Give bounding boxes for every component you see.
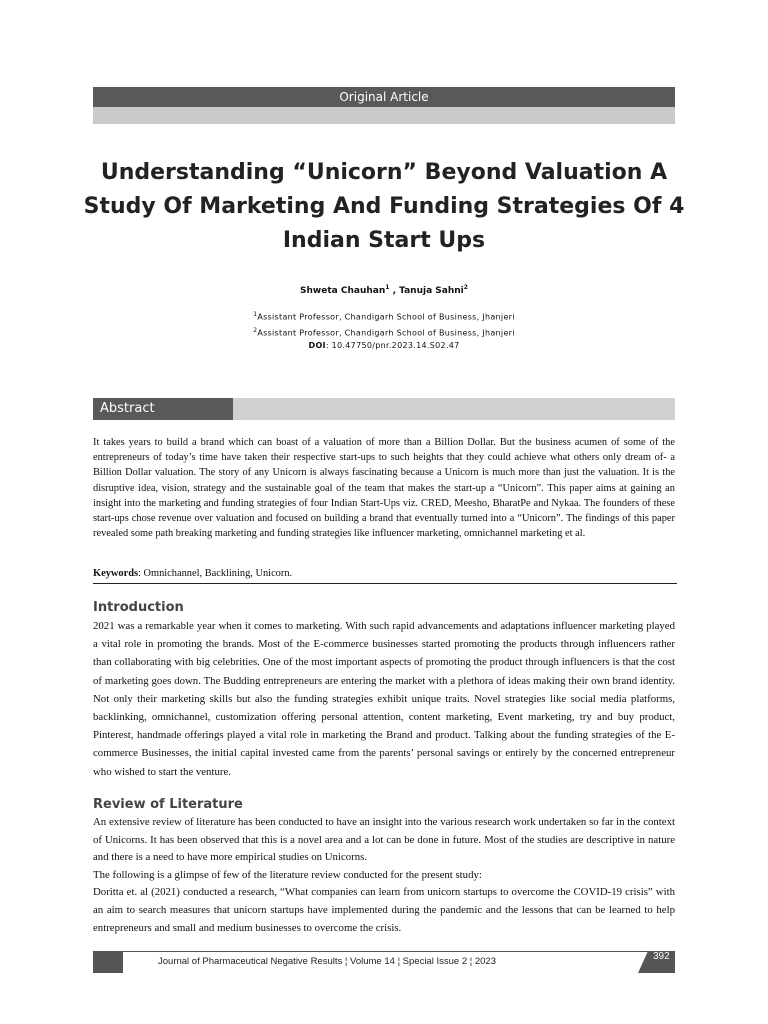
abstract-text: It takes years to build a brand which can boast of a valuation of more than a Billion Dollar. But the business acumen of some of the entrepreneurs of today’s time have taken their respective start-ups to such heights that they could achieve what others only dream of- a Billion Dollar valuation. The story of any Unicorn is always fascinating because a Unicorn is much more than just the valuation. It is the disruptive idea, vision, strategy and the sustainable goal of the team that makes the start-up a “Unicorn”. This paper aims at gaining an insight into the marketing and funding strategies of four Indian Start-Ups viz. CRED, Meesho, BharatPe and Nykaa. The founders of these start-ups chose revenue over valuation and focused on building a brand that eventually turned into a “Unicorn”. The findings of this paper revealed some path breaking marketing and funding strategies like influencer marketing, omnichannel marketing et al. (93, 437, 675, 540)
banner-underline (93, 107, 675, 124)
doi-line (0, 339, 768, 352)
review-paragraph: Doritta et. al (2021) conducted a research, “What companies can learn from unicorn startups to overcome the COVID-19 crisis” with an aim to search measures that unicorn startups have implemented during the pandemic and the lessons that can be learned to help entrepreneurs and small and medium businesses to overcome the crisis. (93, 886, 675, 934)
keywords-value: : Omnichannel, Backlining, Unicorn. (138, 568, 293, 579)
review-paragraph: The following is a glimpse of few of the literature review conducted for the present study: (93, 868, 482, 881)
abstract-heading: Abstract (93, 398, 233, 420)
author-1: Shweta Chauhan (300, 286, 386, 296)
paper-title: Understanding “Unicorn” Beyond Valuation A Study Of Marketing And Funding Strategies Of 4 Indian Start Ups (83, 160, 685, 253)
affiliation-2-text: Assistant Professor, Chandigarh School of Business, Jhanjeri (257, 328, 515, 338)
section-divider (93, 583, 677, 584)
footer-journal: Journal of Pharmaceutical Negative Results ¦ Volume 14 ¦ Special Issue 2 ¦ 2023 (158, 956, 496, 967)
doi-value: : 10.47750/pnr.2023.14.S02.47 (325, 341, 460, 351)
author-2: Tanuja Sahni (399, 286, 464, 296)
affiliations (0, 308, 768, 352)
article-type-label: Original Article (339, 90, 429, 104)
footer-left-block (93, 951, 123, 973)
author-separator: , (389, 286, 400, 296)
affiliation-1 (0, 308, 768, 324)
affiliation-1-text: Assistant Professor, Chandigarh School of Business, Jhanjeri (257, 312, 515, 322)
review-text (93, 814, 675, 937)
affiliation-1-sup: 1 (253, 311, 258, 318)
keywords-label: Keywords (93, 568, 139, 579)
keywords-line (93, 568, 292, 579)
affiliation-2-sup: 2 (253, 326, 258, 334)
page-number: 392 (653, 951, 670, 962)
author-2-sup: 2 (463, 284, 468, 291)
review-heading: Review of Literature (93, 797, 243, 812)
affiliation-2 (0, 324, 768, 340)
introduction-text: 2021 was a remarkable year when it comes to marketing. With such rapid advancements and adaptations influencer marketing played a vital role in promoting the brands. Most of the E-commerce businesses started promoting the products through influencers rather than collaborating with big celebrities. One of the most important aspects of promoting the product through influencers is that the cost of marketing goes down. The Budding entrepreneurs are entering the market with a plethora of ideas making their own brand identity. Not only their marketing skills but also the funding strategies exhibit unique traits. Novel strategies like social media platforms, backlinking, omnichannel, customization offering personal attention, content marketing, Event marketing, try and buy product, Pinterest, handmade offerings played a vital role in marketing the Brand and product. Talking about the funding strategies of the E-commerce Businesses, the initial capital invested came from the parents’ personal savings or entirely by the concerned entrepreneur who wished to start the venture. (93, 620, 675, 778)
author-1-sup: 1 (385, 284, 390, 291)
abstract-header-bar (93, 398, 675, 420)
introduction-heading: Introduction (93, 600, 184, 615)
authors-line (0, 284, 768, 296)
review-paragraph: An extensive review of literature has been conducted to have an insight into the various research work undertaken so far in the context of Unicorns. It has been observed that this is a novel area and a lot can be done in future. Most of the studies are descriptive in nature and there is a need to have more empirical studies on Unicorns. (93, 816, 675, 864)
article-type-banner (93, 87, 675, 107)
doi-label: DOI (308, 341, 326, 351)
